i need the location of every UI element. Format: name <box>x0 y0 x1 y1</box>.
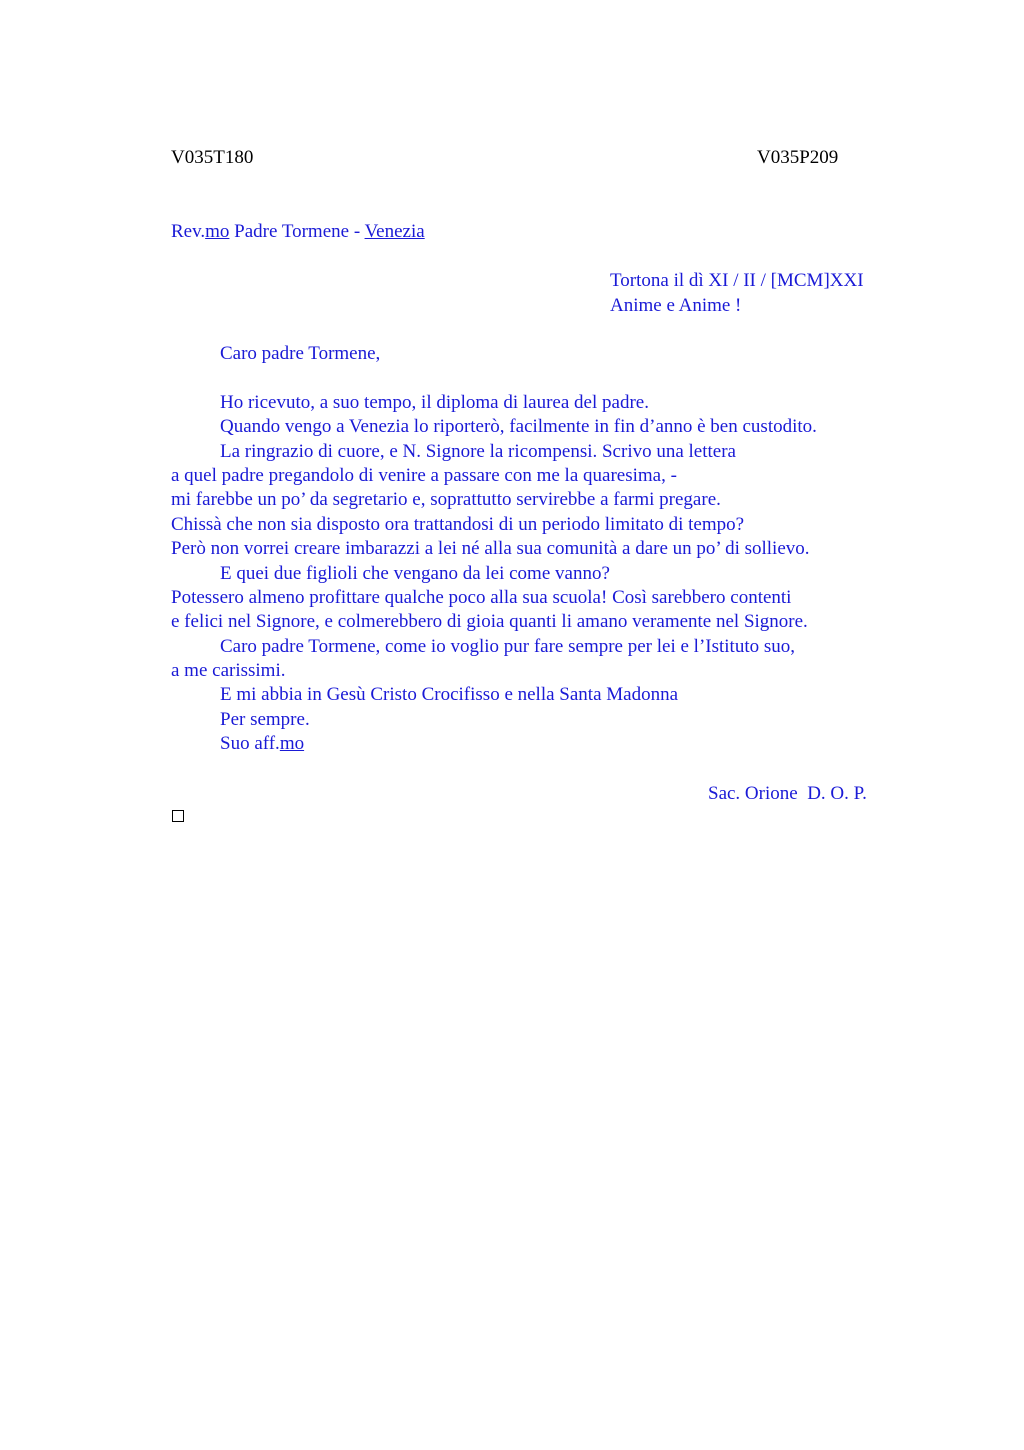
addressee-prefix-abbrev: mo <box>205 221 230 242</box>
closing-abbrev: mo <box>279 733 305 755</box>
body-line: La ringrazio di cuore, e N. Signore la ricompensi. Scrivo una lettera <box>220 440 736 462</box>
closing-prefix: Suo aff. <box>220 733 280 755</box>
addressee-prefix: Rev. <box>171 221 206 242</box>
body-line: mi farebbe un po’ da segretario e, soprattutto servirebbe a farmi pregare. <box>171 489 721 511</box>
body-line: Però non vorrei creare imbarazzi a lei né alla sua comunità a dare un po’ di sollievo. <box>171 538 810 560</box>
addressee-city: Venezia <box>364 221 425 242</box>
checkbox-square-icon <box>172 810 184 822</box>
body-line: a quel padre pregandolo di venire a passare con me la quaresima, - <box>171 464 677 486</box>
body-line: Caro padre Tormene, come io voglio pur fare sempre per lei e l’Istituto suo, <box>220 635 796 657</box>
body-line: Ho ricevuto, a suo tempo, il diploma di laurea del padre. <box>220 391 649 413</box>
dateline <box>610 269 864 318</box>
reference-code-right: V035P209 <box>757 147 839 168</box>
signature: Sac. Orione D. O. P. <box>708 783 867 804</box>
body-line: E mi abbia in Gesù Cristo Crocifisso e nella Santa Madonna <box>220 684 679 706</box>
salutation: Caro padre Tormene, <box>220 343 381 364</box>
blank-line <box>171 366 817 390</box>
body-line: Quando vengo a Venezia lo riporterò, facilmente in fin d’anno è ben custodito. <box>220 416 817 438</box>
dateline-motto: Anime e Anime ! <box>610 294 742 316</box>
addressee-line <box>171 220 425 244</box>
body-line: Per sempre. <box>220 708 310 730</box>
letter-body <box>171 342 817 757</box>
reference-code-left: V035T180 <box>171 147 254 168</box>
addressee-name: Padre Tormene - <box>229 221 365 242</box>
body-line: a me carissimi. <box>171 660 286 682</box>
body-line: Chissà che non sia disposto ora trattandosi di un periodo limitato di tempo? <box>171 513 745 535</box>
dateline-place-date: Tortona il dì XI / II / [MCM]XXI <box>610 270 864 291</box>
body-line: Potessero almeno profittare qualche poco alla sua scuola! Così sarebbero contenti <box>171 586 792 608</box>
body-line: e felici nel Signore, e colmerebbero di gioia quanti li amano veramente nel Signore. <box>171 611 808 633</box>
body-line: E quei due figlioli che vengano da lei come vanno? <box>220 562 610 584</box>
closing-line <box>171 732 817 756</box>
